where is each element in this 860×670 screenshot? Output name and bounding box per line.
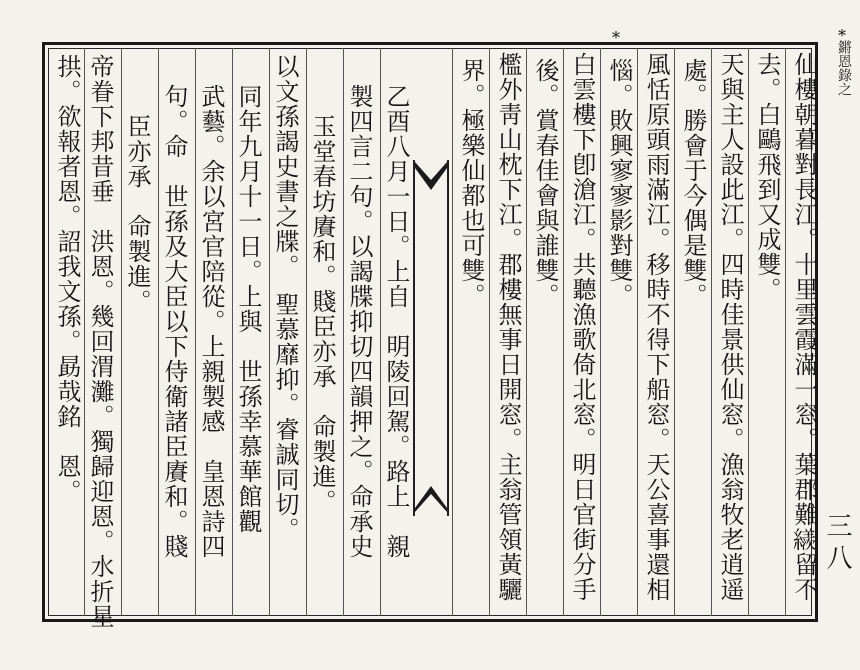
center-fold xyxy=(413,160,449,516)
annotation-star: * xyxy=(838,26,846,45)
text-column: 玉堂春坊賡和。賤臣亦承 命製進。 xyxy=(308,114,336,514)
column-rule xyxy=(748,48,749,616)
column-rule xyxy=(674,48,675,616)
text-column: 同年九月十一日。上與 世孫幸慕華館觀 xyxy=(234,84,262,534)
fold-top-fishtail xyxy=(415,160,447,200)
fold-bottom-fishtail xyxy=(415,478,447,514)
text-column: 以文孫謁史書之牒。 聖慕靡抑。睿誠同切。 xyxy=(271,54,299,542)
column-rule xyxy=(526,48,527,616)
column-rule xyxy=(711,48,712,616)
text-column: 句。命 世孫及大臣以下侍衛諸臣賡和。賤 xyxy=(160,84,188,559)
text-column: 界。極樂仙都也可雙。 xyxy=(457,58,485,308)
text-column: 帝眷下邦昔垂 洪恩。幾回渭灘。獨歸迎恩。水折星 xyxy=(86,54,114,629)
column-rule xyxy=(637,48,638,616)
column-rule xyxy=(600,48,601,616)
text-column: 檻外靑山枕下江。郡樓無事日開窓。主翁管領黃驪 xyxy=(494,52,522,602)
column-rule xyxy=(563,48,564,616)
margin-note: 鏘恩錄之 xyxy=(836,40,852,96)
text-column: 白雲樓下卽滄江。共聽漁歌倚北窓。明日官街分手 xyxy=(568,52,596,602)
column-rule xyxy=(452,48,453,616)
text-column: 仙樓朝暮對長江。十里雲霞滿一窓。葉郡難𦆀留不 xyxy=(790,52,818,602)
text-column: 臣亦承 命製進。 xyxy=(123,114,151,314)
text-column: 風恬原頭雨滿江。移時不得下船窓。天公喜事還相 xyxy=(642,52,670,602)
text-column: 乙酉八月一日。上自 明陵回駕。路上 親 xyxy=(382,84,410,559)
column-rule xyxy=(785,48,786,616)
page-number: 三八 xyxy=(822,512,852,576)
text-column: 製四言二句。以謁牒抑切四韻押之。命承史 xyxy=(345,84,373,559)
annotation-star: * xyxy=(612,28,620,47)
text-column: 處。勝會于今偶是雙。 xyxy=(679,58,707,308)
text-column: 拱。欲報者恩。詔我文孫。勗哉銘 恩。 xyxy=(53,54,81,504)
text-column: 武藝。余以宮官陪從。上親製感 皇恩詩四 xyxy=(197,84,225,559)
text-column: 天與主人設此江。四時佳景供仙窓。漁翁牧老逍遥 xyxy=(716,52,744,602)
text-column: 惱。敗興寥寥影對雙。 xyxy=(605,58,633,308)
text-column: 去。白鷗飛到又成雙。 xyxy=(753,52,781,302)
column-rule xyxy=(489,48,490,616)
text-column: 後。賞春佳會與誰雙。 xyxy=(531,58,559,308)
